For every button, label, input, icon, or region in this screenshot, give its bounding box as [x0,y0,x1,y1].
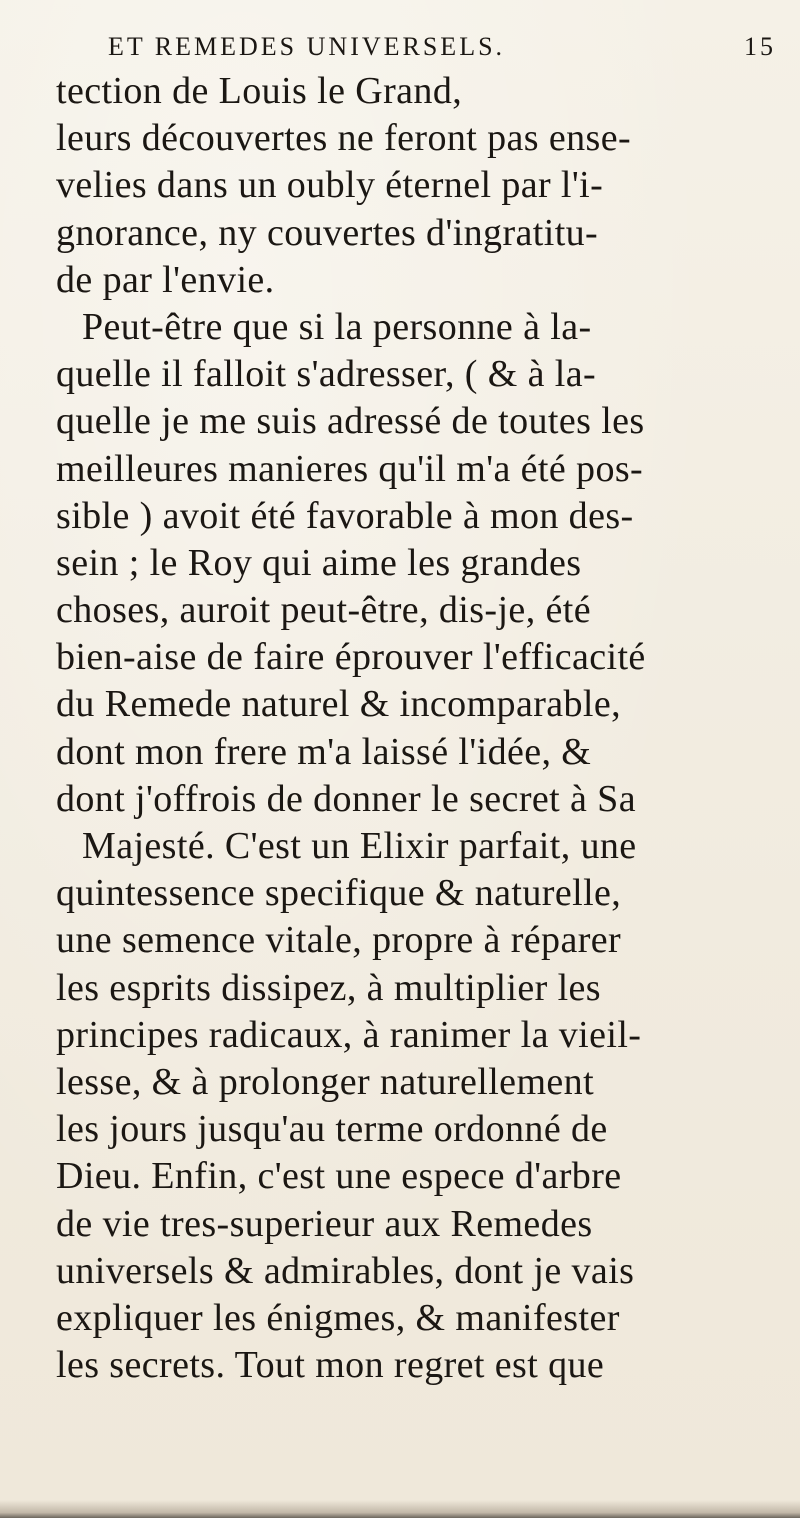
text-line: expliquer les énigmes, & manifester [56,1296,620,1339]
text-line: sein ; le Roy qui aime les grandes [56,541,582,584]
running-title: ET REMEDES UNIVERSELS. [108,32,506,61]
text-line: du Remede naturel & incomparable, [56,683,622,726]
text-line: de par l'envie. [56,258,275,301]
text-line: une semence vitale, propre à réparer [56,919,622,962]
text-line: principes radicaux, à ranimer la vieil- [56,1013,642,1056]
text-line: tection de Louis le Grand, [56,70,463,112]
text-line: quelle je me suis adressé de toutes les [56,400,645,443]
text-line: Majesté. C'est un Elixir parfait, une [82,825,637,867]
page-bottom-edge [0,1500,800,1518]
text-line: sible ) avoit été favorable à mon des- [56,494,634,537]
text-line: Dieu. Enfin, c'est une espece d'arbre [56,1155,622,1198]
page-number: 15 [744,32,776,61]
page-header [108,32,788,72]
text-line: choses, auroit peut-être, dis-je, été [56,589,591,632]
text-line: les jours jusqu'au terme ordonné de [56,1108,608,1151]
text-line: velies dans un oubly éternel par l'i- [56,164,604,207]
text-line: quintessence specifique & naturelle, [56,872,622,915]
text-line: dont mon frere m'a laissé l'idée, & [56,730,592,773]
text-line: les secrets. Tout mon regret est que [56,1344,605,1387]
text-line: lesse, & à prolonger naturellement [56,1060,595,1103]
text-line: quelle il falloit s'adresser, ( & à la- [56,353,597,396]
text-line: dont j'offrois de donner le secret à Sa [56,777,636,820]
text-line: universels & admirables, dont je vais [56,1249,635,1292]
body-text [56,68,792,1389]
text-line: gnorance, ny couvertes d'ingratitu- [56,211,599,254]
text-line: meilleures manieres qu'il m'a été pos- [56,447,644,490]
text-line: bien-aise de faire éprouver l'efficacité [56,636,646,679]
text-line: de vie tres-superieur aux Remedes [56,1202,593,1245]
text-line: les esprits dissipez, à multiplier les [56,966,601,1009]
text-line: leurs découvertes ne feront pas ense- [56,117,632,160]
text-line: Peut-être que si la personne à la- [82,305,592,348]
